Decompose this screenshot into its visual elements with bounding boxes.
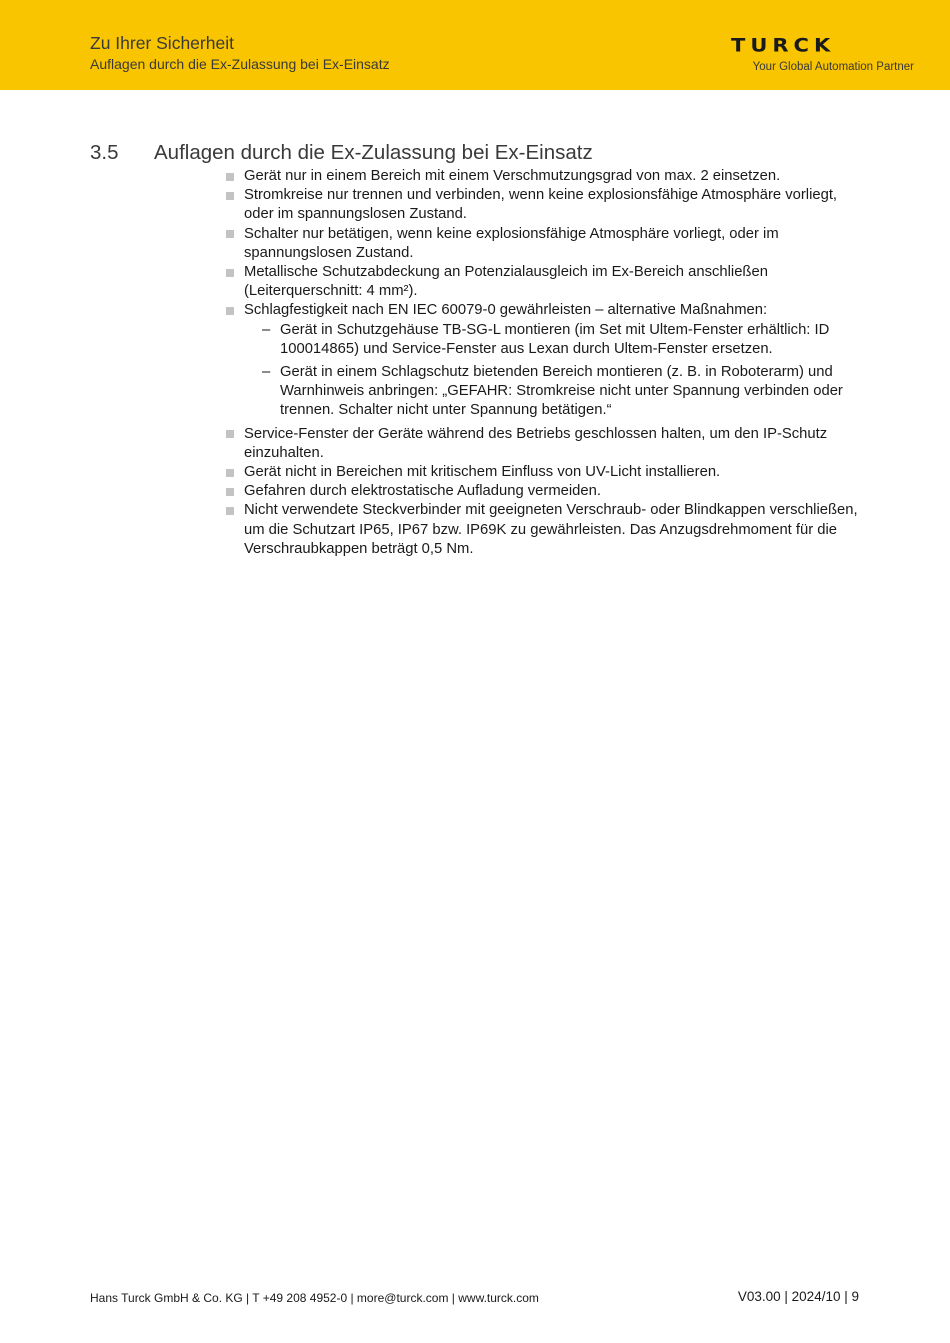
list-item [226,301,866,420]
list-item-text: Gerät nicht in Bereichen mit kritischem Einfluss von UV-Licht installieren. [244,464,721,481]
list-item [226,225,866,263]
bullet-square-icon [226,269,234,277]
list-item [226,167,866,186]
bullet-square-icon [226,469,234,477]
footer-version: V03.00 | 2024/10 | 9 [737,1289,859,1304]
sub-list-item [262,321,866,359]
list-item [226,501,866,559]
list-item [226,463,866,482]
dash-bullet-icon: – [262,321,271,338]
sub-list-item-text: Gerät in einem Schlagschutz bietenden Bereich montieren (z. B. in Roboterarm) und Warnhinweis anbringen: „GEFAHR: Stromkreise nicht unter Spannung verbinden oder trennen. Schalter nicht unter Spannung betätigen.“ [280,364,843,419]
logo-wordmark: TURCK [731,34,836,56]
bullet-square-icon [226,192,234,200]
bullet-square-icon [226,488,234,496]
list-item-text: Nicht verwendete Steckverbinder mit geeigneten Verschraub- oder Blindkappen verschließen, um die Schutzart IP65, IP67 bzw. IP69K zu gewährleisten. Das Anzugsdrehmoment für die Verschraubkappen beträgt 0,5 Nm. [244,502,858,557]
list-item-text: Gerät nur in einem Bereich mit einem Verschmutzungsgrad von max. 2 einsetzen. [244,168,781,184]
bullet-list [226,167,866,559]
list-item-text: Schlagfestigkeit nach EN IEC 60079-0 gewährleisten – alternative Maßnahmen: [244,302,768,319]
bullet-square-icon [226,307,234,315]
header-subtitle: Auflagen durch die Ex-Zulassung bei Ex-Einsatz [90,56,390,72]
bullet-square-icon [226,507,234,515]
sub-list [244,321,866,421]
list-item-text: Service-Fenster der Geräte während des Betriebs geschlossen halten, um den IP-Schutz einzuhalten. [244,425,828,461]
sub-list-item-text: Gerät in Schutzgehäuse TB-SG-L montieren (im Set mit Ultem-Fenster erhältlich: ID 100014865) und Service-Fenster aus Lexan durch Ultem-Fenster ersetzen. [280,321,830,357]
sub-list-item [262,363,866,421]
header-title: Zu Ihrer Sicherheit [90,33,234,53]
bullet-square-icon [226,430,234,438]
list-item-text: Metallische Schutzabdeckung an Potenzialausgleich im Ex-Bereich anschließen (Leiterquerschnitt: 4 mm²). [244,264,768,300]
section-title: Auflagen durch die Ex-Zulassung bei Ex-Einsatz [154,141,593,164]
list-item [226,482,866,501]
list-item-text: Stromkreise nur trennen und verbinden, wenn keine explosionsfähige Atmosphäre vorliegt, oder im spannungslosen Zustand. [244,187,838,223]
bullet-square-icon [226,173,234,181]
header-tagline: Your Global Automation Partner [752,61,914,73]
content-body [226,167,866,559]
dash-bullet-icon: – [262,364,271,381]
list-item [226,186,866,224]
section-number: 3.5 [90,141,119,164]
turck-logo [731,34,914,56]
footer-company: Hans Turck GmbH & Co. KG | T +49 208 4952-0 | more@turck.com | www.turck.com [90,1291,539,1305]
page-header [0,0,950,90]
list-item-text: Schalter nur betätigen, wenn keine explosionsfähige Atmosphäre vorliegt, oder im spannungslosen Zustand. [244,225,779,261]
bullet-square-icon [226,230,234,238]
list-item-text: Gefahren durch elektrostatische Aufladung vermeiden. [244,483,601,500]
list-item [226,425,866,463]
list-item [226,263,866,301]
